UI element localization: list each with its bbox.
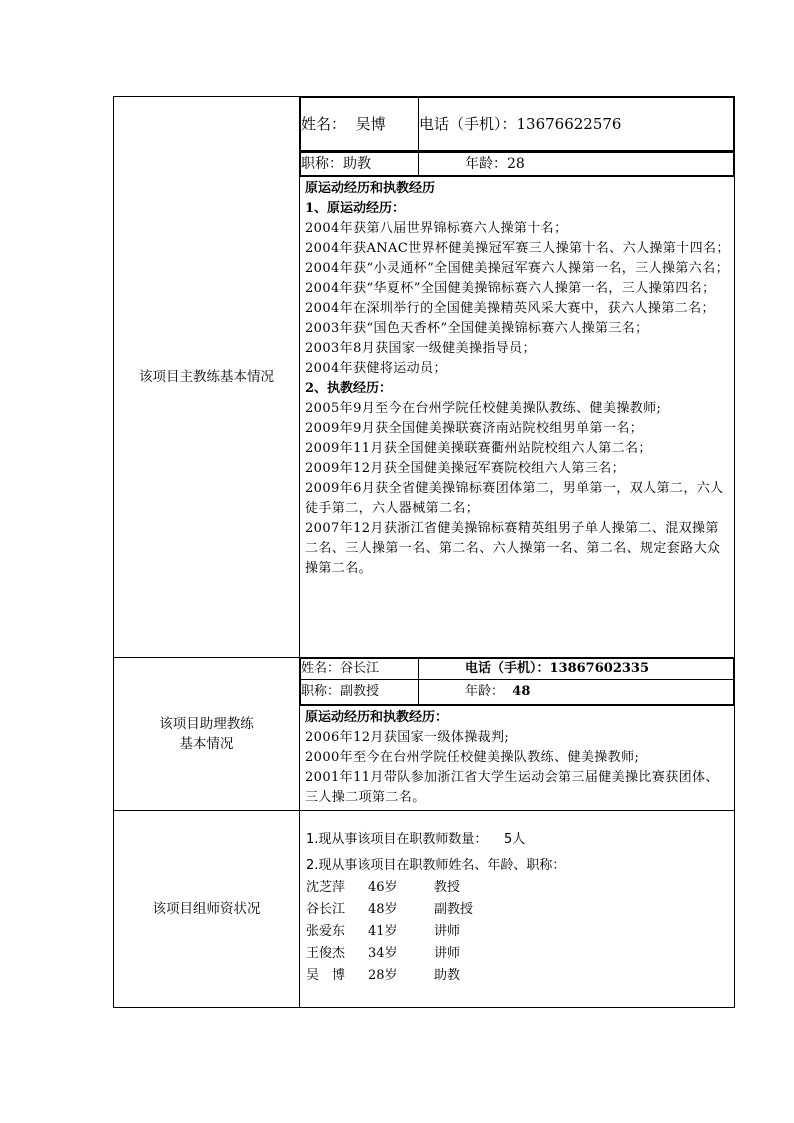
faculty-row bbox=[306, 965, 473, 987]
faculty-list bbox=[306, 877, 473, 987]
assistant-coach-title: 职称：副教授 bbox=[301, 680, 419, 705]
assistant-coach-contact bbox=[300, 658, 735, 706]
faculty-row bbox=[306, 921, 473, 943]
faculty-label: 该项目组师资状况 bbox=[114, 811, 300, 1008]
form-table bbox=[113, 96, 735, 1008]
faculty-count: 1.现从事该项目在职教师数量： 5人 bbox=[306, 832, 526, 847]
faculty-title: 讲师 bbox=[434, 924, 461, 939]
assistant-coach-phone: 电话（手机）：13867602335 bbox=[419, 659, 734, 680]
assistant-history-item: 2000年至今在台州学院任校健美操队教练、健美操教师; bbox=[305, 750, 640, 765]
assistant-history-item: 2001年11月带队参加浙江省大学生运动会第三届健美操比赛获团体、三人操二项第二名。 bbox=[305, 770, 719, 805]
faculty-name: 谷长江 bbox=[306, 902, 346, 917]
faculty-name: 吴 博 bbox=[306, 968, 346, 983]
coach-info-form bbox=[113, 96, 734, 1003]
assistant-coach-experience bbox=[300, 706, 735, 811]
coaching-subheading: 2、执教经历： bbox=[305, 381, 393, 396]
athlete-history-item: 2004年获“小灵通杯”全国健美操冠军赛六人操第一名，三人操第六名； bbox=[305, 261, 729, 276]
coaching-history-item: 2009年11月获全国健美操联赛衢州站院校组六人第二名； bbox=[305, 441, 652, 456]
faculty-row bbox=[306, 877, 473, 899]
athlete-history-item: 2004年获第八届世界锦标赛六人操第十名； bbox=[305, 221, 568, 236]
assistant-coach-label: 该项目助理教练 基本情况 bbox=[114, 658, 300, 811]
assistant-coach-name: 姓名：谷长江 bbox=[301, 659, 419, 680]
faculty-age: 41岁 bbox=[368, 924, 398, 939]
athlete-history-item: 2004年获健将运动员； bbox=[305, 361, 447, 376]
faculty-title: 讲师 bbox=[434, 946, 461, 961]
athlete-subheading: 1、原运动经历： bbox=[305, 201, 406, 216]
assistant-history bbox=[305, 728, 730, 808]
coaching-history-item: 2005年9月至今在台州学院任校健美操队教练、健美操教师; bbox=[305, 401, 662, 416]
faculty-row bbox=[306, 899, 473, 921]
athlete-history-item: 2004年在深圳举行的全国健美操精英风采大赛中，获六人操第二名； bbox=[305, 301, 715, 316]
faculty-age: 48岁 bbox=[368, 902, 398, 917]
faculty-title: 助教 bbox=[434, 968, 461, 983]
coaching-history-item: 2009年9月获全国健美操联赛济南站院校组男单第一名； bbox=[305, 421, 644, 436]
athlete-history-item: 2004年获ANAC世界杯健美操冠军赛三人操第十名、六人操第十四名； bbox=[305, 241, 730, 256]
athlete-history-item: 2003年获“国色天香杯”全国健美操锦标赛六人操第三名； bbox=[305, 321, 649, 336]
head-coach-experience bbox=[300, 177, 735, 658]
coaching-history-item: 2009年6月获全省健美操锦标赛团体第二，男单第一，双人第二，六人徒手第二，六人器械第二名； bbox=[305, 481, 724, 516]
coaching-history-item: 2007年12月获浙江省健美操锦标赛精英组男子单人操第二、混双操第二名、三人操第一名、第二名、六人操第一名、第二名、规定套路大众操第二名。 bbox=[305, 521, 721, 576]
faculty-name: 沈芝萍 bbox=[306, 880, 346, 895]
coaching-history-item: 2009年12月获全国健美操冠军赛院校组六人第三名； bbox=[305, 461, 626, 476]
athlete-history-item: 2003年8月获国家一级健美操指导员； bbox=[305, 341, 536, 356]
faculty-age: 34岁 bbox=[368, 946, 398, 961]
faculty-title: 教授 bbox=[434, 880, 461, 895]
faculty-age: 28岁 bbox=[368, 968, 398, 983]
head-coach-name: 姓名： 吴博 bbox=[301, 98, 419, 151]
athlete-history bbox=[305, 219, 730, 379]
head-coach-contact bbox=[300, 97, 735, 152]
coaching-history bbox=[305, 399, 730, 579]
head-coach-title-age bbox=[300, 152, 735, 177]
faculty-name: 张爱东 bbox=[306, 924, 346, 939]
faculty-title: 副教授 bbox=[434, 902, 474, 917]
athlete-history-item: 2004年获“华夏杯”全国健美操锦标赛六人操第一名，三人操第四名； bbox=[305, 281, 716, 296]
faculty-age: 46岁 bbox=[368, 880, 398, 895]
faculty-name: 王俊杰 bbox=[306, 946, 346, 961]
head-coach-label: 该项目主教练基本情况 bbox=[114, 97, 300, 658]
faculty-list-heading: 2.现从事该项目在职教师姓名、年龄、职称： bbox=[306, 858, 566, 873]
faculty-row bbox=[306, 943, 473, 965]
head-coach-age: 年龄：28 bbox=[419, 153, 734, 176]
assistant-history-item: 2006年12月获国家一级体操裁判; bbox=[305, 730, 510, 745]
faculty-info bbox=[300, 811, 735, 1008]
exp-heading: 原运动经历和执教经历 bbox=[305, 181, 436, 196]
head-coach-title: 职称：助教 bbox=[301, 153, 419, 176]
head-coach-phone: 电话（手机）：13676622576 bbox=[419, 98, 734, 151]
assistant-coach-age: 年龄： 48 bbox=[419, 680, 734, 705]
assistant-exp-heading: 原运动经历和执教经历： bbox=[305, 710, 449, 725]
